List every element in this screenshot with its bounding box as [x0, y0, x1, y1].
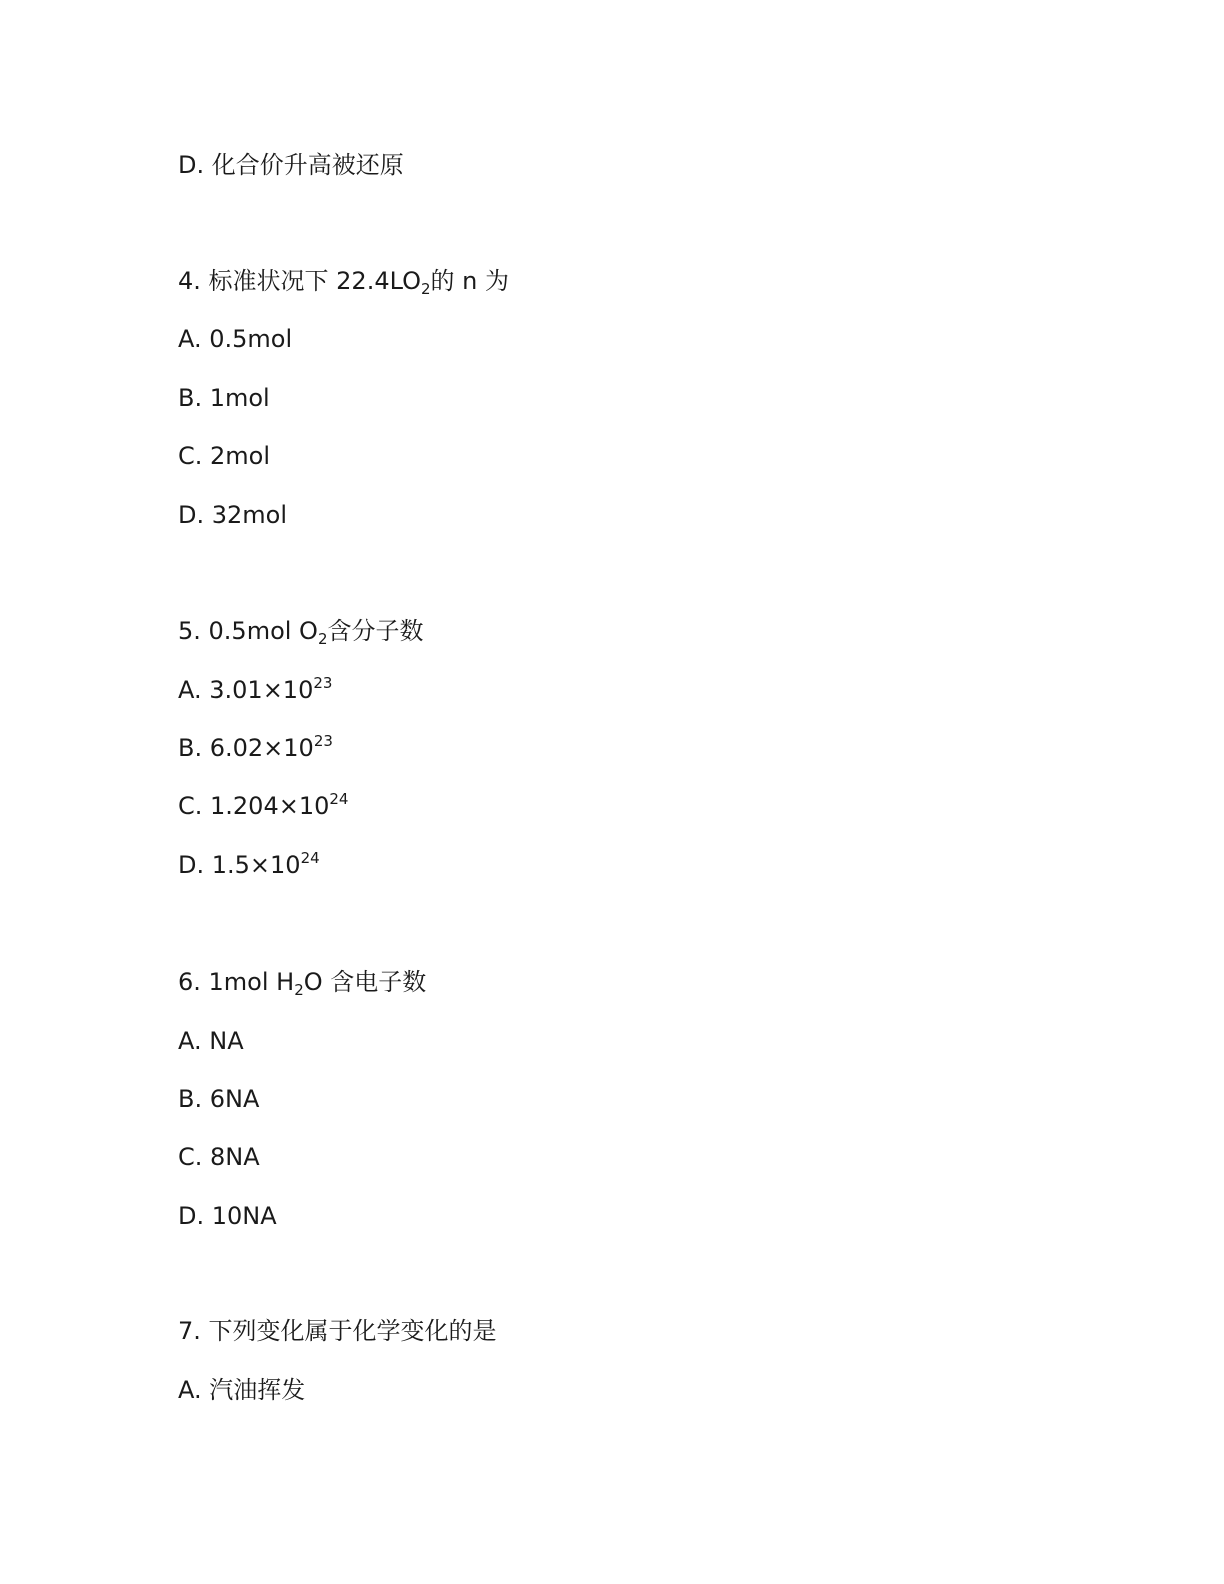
- question-5-stem-tail: 含分子数: [327, 617, 424, 645]
- question-5-stem: [178, 616, 424, 646]
- superscript: 24: [329, 790, 349, 808]
- question-4-option-a: A. 0.5mol: [178, 325, 293, 353]
- subscript: 2: [317, 630, 328, 648]
- question-6-option-b: B. 6NA: [178, 1085, 260, 1113]
- question-4-stem-text: 4. 标准状况下 22.4LO: [178, 267, 421, 295]
- superscript: 23: [313, 732, 333, 750]
- question-6-stem-tail: O 含电子数: [303, 968, 427, 996]
- question-7-stem: 7. 下列变化属于化学变化的是: [178, 1317, 497, 1345]
- question-6-stem-text: 6. 1mol H: [178, 968, 295, 996]
- question-6-option-a: A. NA: [178, 1027, 244, 1055]
- question-5-option-b: [178, 733, 333, 763]
- option-text: D. 1.5×10: [178, 851, 301, 879]
- subscript: 2: [294, 981, 304, 999]
- question-6-option-d: D. 10NA: [178, 1202, 277, 1230]
- question-5-option-a: [178, 675, 332, 705]
- subscript: 2: [421, 280, 431, 298]
- question-6-option-c: C. 8NA: [178, 1143, 260, 1171]
- question-3-option-d: D. 化合价升高被还原: [178, 151, 404, 179]
- question-7-option-a: A. 汽油挥发: [178, 1376, 306, 1404]
- question-4-option-b: B. 1mol: [178, 384, 270, 412]
- option-text: C. 1.204×10: [178, 792, 330, 820]
- question-4-option-d: D. 32mol: [178, 501, 288, 529]
- superscript: 24: [300, 849, 320, 867]
- question-6-stem: [178, 967, 426, 997]
- question-4-stem: [178, 266, 509, 296]
- option-text: A. 3.01×10: [178, 676, 314, 704]
- question-4-option-c: C. 2mol: [178, 442, 271, 470]
- option-text: B. 6.02×10: [178, 734, 314, 762]
- question-5-option-d: [178, 850, 320, 880]
- question-4-stem-tail: 的 n 为: [430, 267, 510, 295]
- question-5-option-c: [178, 791, 348, 821]
- superscript: 23: [313, 674, 333, 692]
- question-5-stem-text: 5. 0.5mol O: [178, 617, 318, 645]
